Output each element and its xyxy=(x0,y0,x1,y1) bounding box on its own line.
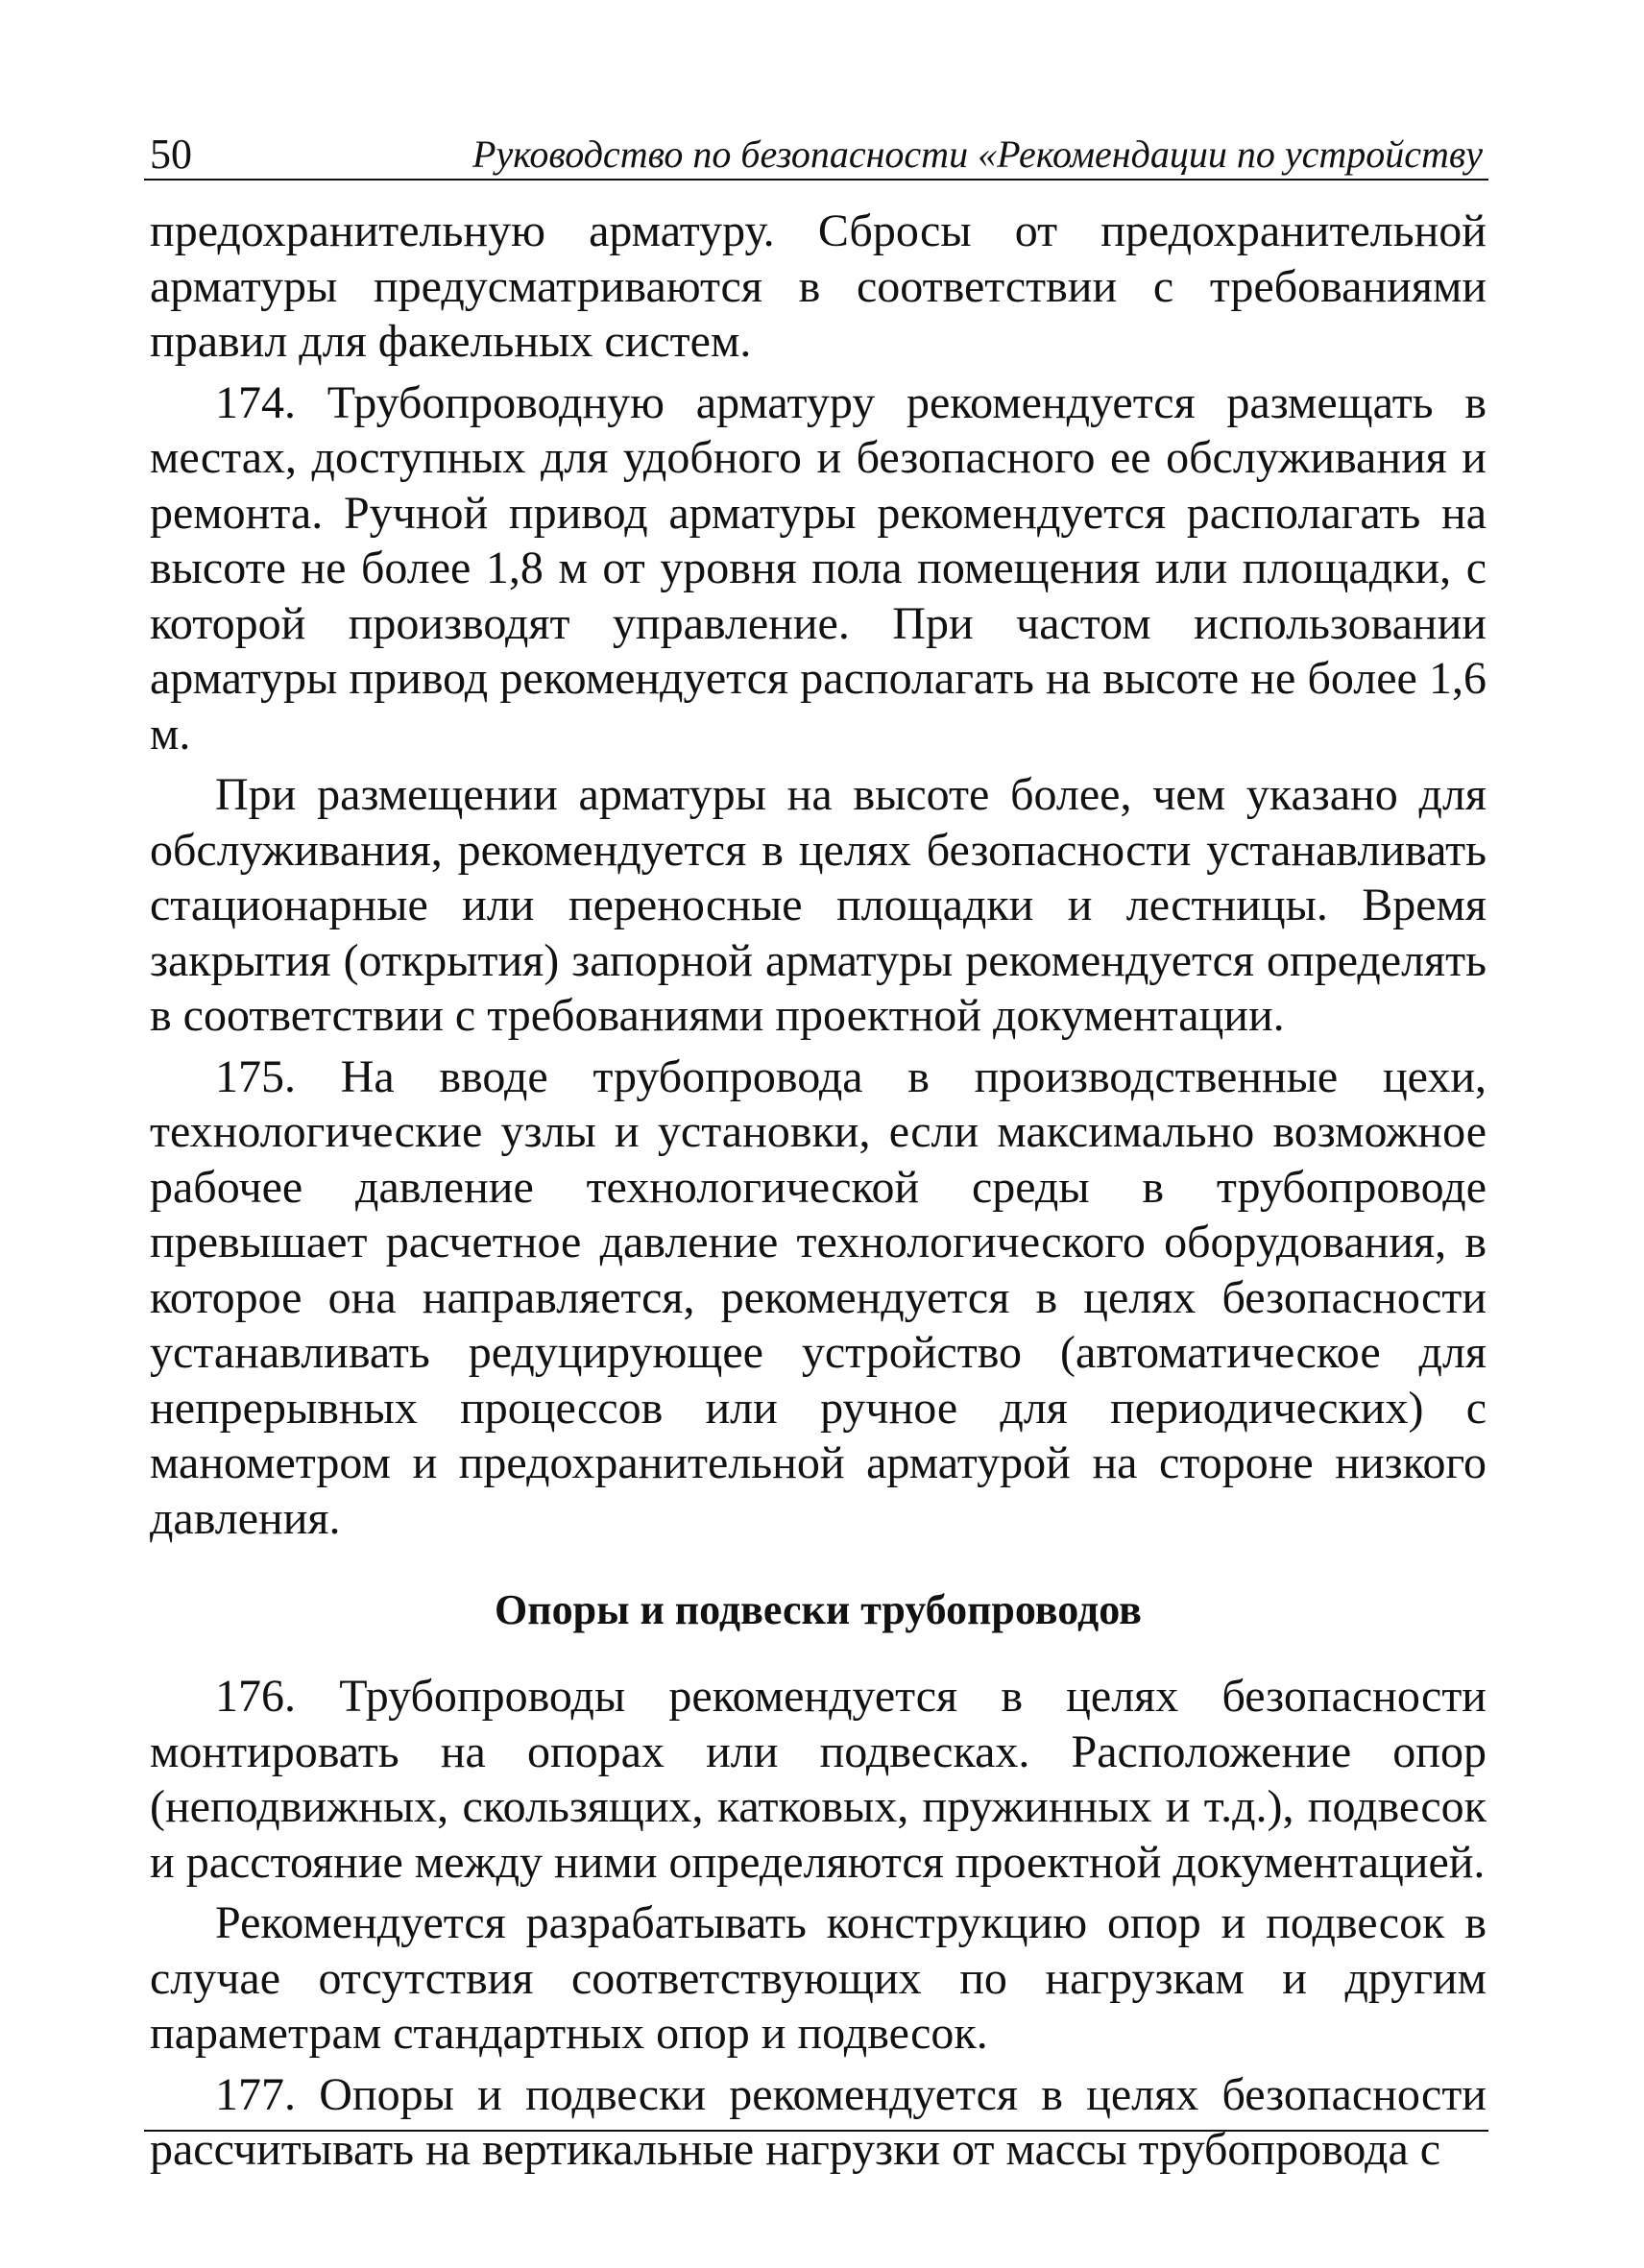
paragraph-continuation: предохранительную арматуру. Сбросы от предохранительной арматуры предусматриваются в соответствии с требованиями правил для факельных систем. xyxy=(150,205,1487,367)
running-title: Руководство по безопасности «Рекомендации по устройству xyxy=(472,133,1483,176)
paragraph-174-continued: При размещении арматуры на высоте более, чем указано для обслуживания, рекомендуется в целях безопасности устанавливать стационарные или переносные площадки и лестницы. Время закрытия (открытия) запорной арматуры рекомендуется определять в соответствии с требованиями проектной документации. xyxy=(150,769,1487,1041)
page-header xyxy=(144,123,1488,181)
paragraph-175: 175. На вводе трубопровода в производственные цехи, технологические узлы и установки, если максимально возможное рабочее давление технологической среды в трубопроводе превышает расчетное давление технологического оборудования, в которое она направляется, рекомендуется в целях безопасности устанавливать редуцирующее устройство (автоматическое для непрерывных процессов или ручное для периодических) с манометром и предохранительной арматурой на стороне низкого давления. xyxy=(150,1050,1487,1544)
paragraph-174: 174. Трубопроводную арматуру рекомендуется размещать в местах, доступных для удобного и безопасного ее обслуживания и ремонта. Ручной привод арматуры рекомендуется располагать на высоте не более 1,8 м от уровня пола помещения или площадки, с которой производят управление. При частом использовании арматуры привод рекомендуется располагать на высоте не более 1,6 м. xyxy=(150,376,1487,760)
paragraph-176: 176. Трубопроводы рекомендуется в целях безопасности монтировать на опорах или подвесках. Расположение опор (неподвижных, скользящих, катковых, пружинных и т.д.), подвесок и расстояние между ними определяются проектной документацией. xyxy=(150,1671,1487,1888)
footer-rule xyxy=(144,2130,1488,2132)
page-number: 50 xyxy=(150,131,192,178)
body-text xyxy=(150,204,1487,2184)
paragraph-177: 177. Опоры и подвески рекомендуется в целях безопасности рассчитывать на вертикальные нагрузки от массы трубопровода с xyxy=(150,2068,1487,2175)
section-heading: Опоры и подвески трубопроводов xyxy=(495,1586,1142,1633)
paragraph-176-continued: Рекомендуется разрабатывать конструкцию опор и подвесок в случае отсутствия соответствующих по нагрузкам и другим параметрам стандартных опор и подвесок. xyxy=(150,1897,1487,2059)
